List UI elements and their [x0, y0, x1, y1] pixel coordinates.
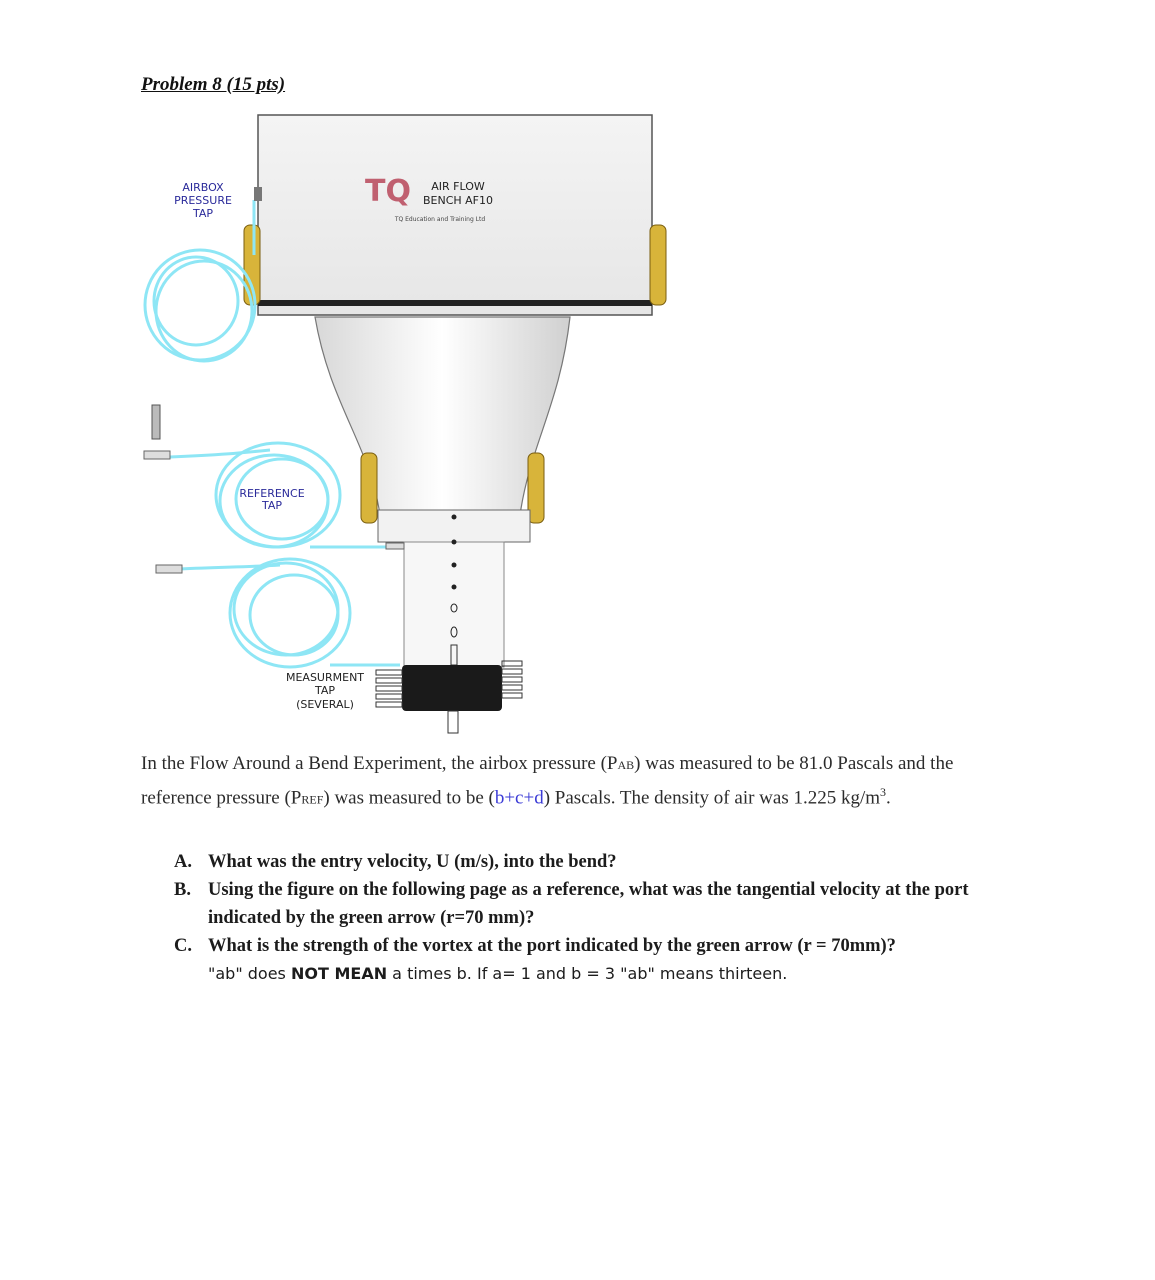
funnel-clamp-left: [361, 453, 377, 523]
measurement-connector: [156, 565, 182, 573]
airbox-tubing: [145, 200, 255, 417]
airbox-pressure-fitting: [152, 187, 262, 439]
reference-label-line1: REFERENCE: [239, 487, 305, 500]
measurement-tubing: [180, 559, 400, 667]
box-clamp-left: [244, 225, 260, 305]
box-clamp-right: [650, 225, 666, 305]
problem-heading: Problem 8 (15 pts): [141, 74, 286, 95]
sub-ab: AB: [617, 758, 635, 772]
airflow-bench-figure: [130, 105, 690, 745]
measurement-label-line2: TAP: [314, 684, 336, 697]
problem-statement: In the Flow Around a Bend Experiment, the airbox pressure (PAB) was measured to be 81.0 Pascals and the reference pressure (PREF) was measured to be (b+c+d) Pascals. The density of air was 1.225 $kg/m^3$.: [141, 753, 954, 809]
airbox-label-line2: PRESSURE: [174, 194, 232, 207]
svg-text:TQ: TQ: [365, 174, 411, 209]
bench-title-line1: AIR FLOW: [431, 180, 485, 193]
question-letter: B.: [174, 880, 191, 900]
reference-label-line2: TAP: [261, 499, 283, 512]
bend-block: [376, 661, 522, 733]
measurement-label-line3: (SEVERAL): [296, 698, 354, 711]
bench-title-line2: BENCH AF10: [422, 194, 494, 207]
airbox-label-line1: AIRBOX: [182, 181, 224, 194]
tq-logo: [365, 174, 411, 209]
cubic-superscript: 3: [880, 785, 887, 799]
question-a: [174, 848, 994, 876]
bench-company: TQ Education and Training Ltd: [394, 216, 486, 223]
question-text: What is the strength of the vortex at the port indicated by the green arrow (r = 70mm)?: [208, 936, 896, 956]
airflow-bench-box: [258, 115, 652, 315]
ab-note: "ab" does NOT MEAN a times b. If a= 1 and b = 3 "ab" means thirteen.: [208, 964, 788, 983]
question-b: [174, 876, 994, 932]
question-text: Using the figure on the following page as a reference, what was the tangential velocity at the port indicated by the green arrow (r=70 mm)?: [208, 880, 969, 928]
question-letter: A.: [174, 852, 192, 872]
sub-ref: REF: [301, 792, 324, 807]
question-letter: C.: [174, 936, 192, 956]
question-list: [174, 848, 994, 988]
airbox-label-line3: TAP: [192, 207, 214, 220]
question-c: [174, 932, 994, 960]
pressure-expression: b+c+d: [494, 787, 544, 809]
question-text: What was the entry velocity, U (m/s), into the bend?: [208, 852, 617, 872]
measurement-label-line1: MEASURMENT: [285, 671, 365, 684]
